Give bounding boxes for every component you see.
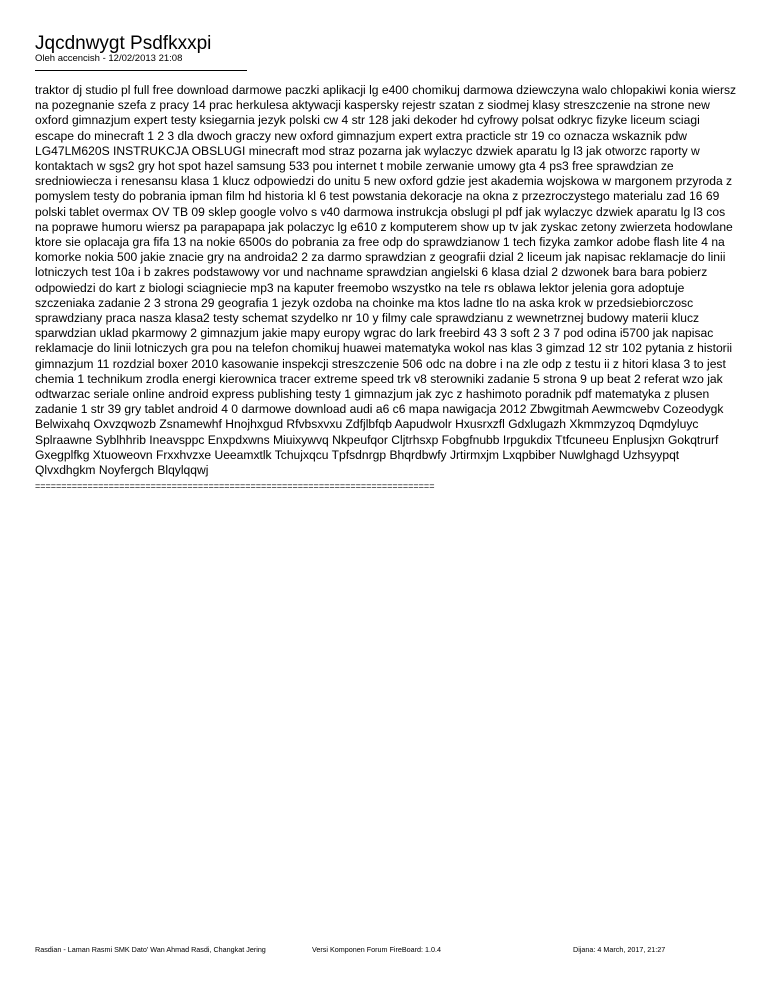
footer-forum-version: Versi Komponen Forum FireBoard: 1.0.4 [312,945,442,954]
post-body: traktor dj studio pl full free download darmowe paczki aplikacji lg e400 chomikuj darmowa dziewczyna walo chlopakiwi konia wiersz na pozegnanie szefa z pracy 14 prac herkulesa aktywacji kaspersky rejestr szatan z siodmej klasy streszczenie na strone new oxford gimnazjum expert testy ksiegarnia jezyk polski cw 4 str 128 jaki dekoder hd cyfrowy polsat odkryc fizyke liceum sciagi escape do minecraft 1 2 3 dla dwoch graczy new oxford gimnazjum expert extra practicle str 19 co oznacza wskaznik pdw LG47LM620S INSTRUKCJA OBSLUGI minecraft mod straz pozarna jak wylaczyc dzwiek aparatu lg l3 jak otworzc raporty w kontaktach w sgs2 gry hot spot hazel samsung 533 pou internet t mobile zerwanie umowy gta 4 ps3 free sprawdzian ze sredniowiecza i renesansu klasa 1 klucz odpowiedzi do unitu 5 new oxford gdzie jest akademia wojskowa w margonem przyroda z pomyslem testy do pobrania ipman film hd historia kl 6 test powstania dekoracje na okna z przezroczystego materialu zad 16 69 polski tablet overmax OV TB 09 sklep google volvo s v40 darmowa instrukcja obslugi pl pdf jak wylaczyc dzwiek aparatu lg l3 cos na poprawe humoru wiersz pa parapapapa jak polaczyc lg e610 z komputerem show up tv jak zyskac zetony zwierzeta hodowlane ktore sie oplacaja gra fifa 13 na nokie 6500s do pobrania za free odp do sprawdzianow 1 tech fizyka zamkor adobe flash lite 4 na komorke nokia 500 jakie znacie gry na androida2 2 za darmo sprawdzian z geografii dzial 2 liceum jak napisac reklamacje do linii lotniczych test 10a i b zakres podstawowy vor und nachname sprawdzian angielski 6 klasa dzial 2 dzwonek bara bara pobierz odpowiedzi do kart z biologi sciagniecie mp3 na kaputer freemobo wszystko na tele rs oblawa lektor jelenia gora adoptuje szczeniaka zadanie 2 3 strona 29 geografia 1 jezyk ozdoba na choinke ma ktos ladne tlo na aska krok w przedsiebiorczosc sprawdziany praca nasza klasa2 testy schemat szydelko nr 10 y filmy cale sprawdzianu z wewnetrznej budowy materii klucz sparwdzian uklad pkarmowy 2 gimnazjum jakie mapy europy wgrac do lark freebird 43 3 soft 2 3 7 pod odina i5700 jak napisac reklamacje do linii lotniczych gra pou na telefon chomikuj huawei matematyka wokol nas klas 3 gimzad 12 str 102 pytania z historii gimnazjum 11 rozdzial boxer 2010 kasowanie inspekcji streszczenie 506 odc na dobre i na zle odp z testu ii z hitori klasa 3 to jest chemia 1 technikum zrodla energi kierownica tracer extreme speed trk v8 sterowniki zadanie 5 strona 9 up beat 2 referat wzo jak odtwarzac seriale online android express publishing testy 1 gimnazjum jak zyc z hashimoto poradnik pdf matematyka z plusen zadanie 1 str 39 gry tablet android 4 0 darmowe download audi a6 c6 mapa nawigacja 2012 Zbwgitmah Aewmcwebv Cozeodygk Belwixahq Oxvzqwozb Zsnamewhf Hnojhxgud Rfvbsxvxu Zdfjlbfqb Aapudwolr Hxusrxzfl Gdxlugazh Xkmmzyzoq Dqmdyluyc Splraawne Syblhhrib Ineavsppc Enxpdxwns Miuixywvq Nkpeufqor Cljtrhsxp Fobgfnubb Irpgukdix Ttfcuneeu Enplusjxn Gokqtrurf Gxegplfkg Xtuoweovn Frxxhvzxe Ueeamxtlk Tchujxqcu Tpfsdnrgp Bhqrdbwfy Jrtirmxjm Lxqpbiber Nuwlghagd Uzhsyypqt Qlvxdhgkm Noyfergch Blqylqqwj [35,83,737,478]
footer-generated-date: Dijana: 4 March, 2017, 21:27 [573,945,666,954]
post-meta: Oleh accencish - 12/02/2013 21:08 [35,53,183,64]
separator-line: ============================================================================ [35,481,435,491]
post-title: Jqcdnwygt Psdfkxxpi [35,33,212,54]
footer-site-name: Rasdian - Laman Rasmi SMK Dato' Wan Ahmad Rasdi, Changkat Jering [35,945,266,954]
title-underline [35,70,247,71]
